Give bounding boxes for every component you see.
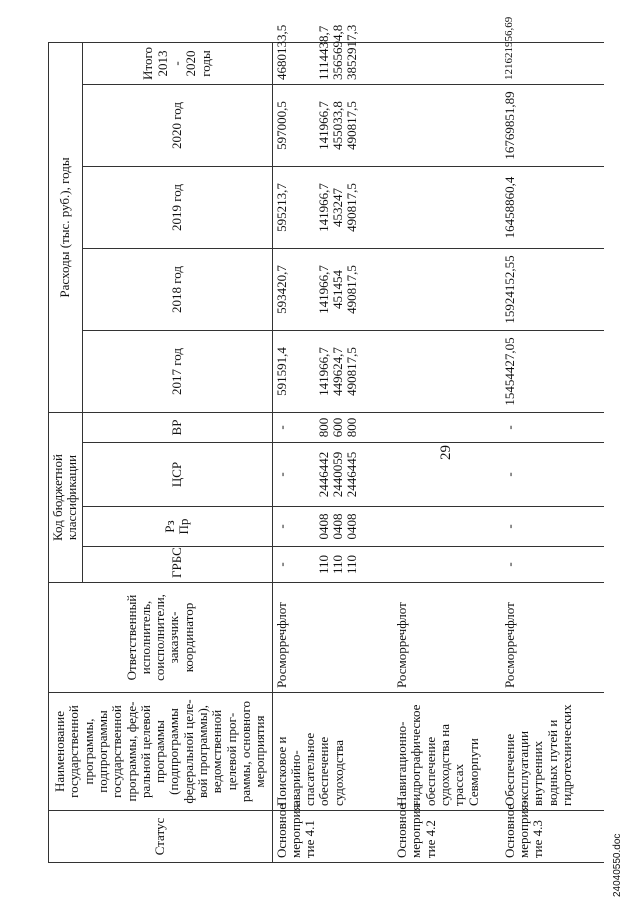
row-responsible: Росморречфлот xyxy=(393,583,501,693)
cell-2019: 16458860,4 xyxy=(501,167,604,249)
value: 141966,7 xyxy=(315,265,331,314)
cell-vr xyxy=(272,413,393,443)
value: 0408 xyxy=(329,513,345,540)
cell-2018: 15924152,55 xyxy=(501,249,604,331)
header-budget-classification: Код бюджетной классификации xyxy=(49,413,83,583)
value: - xyxy=(273,425,289,430)
value: 3565694,8 xyxy=(329,24,345,80)
cell-grbs xyxy=(272,547,393,583)
value: 2440059 xyxy=(329,451,345,498)
value: 2446445 xyxy=(343,451,359,498)
header-rzpr: Рз Пр xyxy=(82,507,272,547)
header-2017: 2017 год xyxy=(82,331,272,413)
value: 490817,5 xyxy=(343,265,359,314)
header-expenses: Расходы (тыс. руб.), годы xyxy=(49,42,83,412)
value: 490817,5 xyxy=(343,347,359,396)
cell-rzpr: - xyxy=(501,507,604,547)
cell-total xyxy=(272,24,393,84)
header-name: Наименование государственной программы, подпрограммы государственной программы, феде- ральной целевой программы (подпрограммы федеральной целе- вой программы), ведомственной целевой прог- раммы, основного мероприятия xyxy=(49,693,273,811)
header-grbs: ГРБС xyxy=(82,547,272,583)
value: 449624,7 xyxy=(329,347,345,396)
value: 0408 xyxy=(315,513,331,540)
value: 141966,7 xyxy=(315,183,331,232)
row-status: Основное мероприя- тие 4.3 xyxy=(501,811,604,863)
row-name: Навигационно- гидрографическое обеспечение судоходства на трассах Севморпути xyxy=(393,693,501,811)
value: 110 xyxy=(343,554,359,575)
header-status: Статус xyxy=(49,811,273,863)
value: 591591,4 xyxy=(273,347,289,396)
value: 141966,7 xyxy=(315,101,331,150)
value: 110 xyxy=(329,554,345,575)
row-responsible: Росморречфлот xyxy=(272,583,393,693)
value: 600 xyxy=(329,417,345,438)
table-row xyxy=(501,42,604,862)
value: 2446442 xyxy=(315,451,331,498)
header-2018: 2018 год xyxy=(82,249,272,331)
header-csr: ЦСР xyxy=(82,443,272,507)
cell-2019 xyxy=(272,167,393,249)
value: - xyxy=(273,524,289,529)
table-row xyxy=(272,42,393,862)
budget-table xyxy=(48,16,604,863)
value: 451454 xyxy=(329,270,345,309)
value: 595213,7 xyxy=(273,183,289,232)
value: 800 xyxy=(343,417,359,438)
cell-2017: 15454427,05 xyxy=(501,331,604,413)
header-2019: 2019 год xyxy=(82,167,272,249)
value: 455033,8 xyxy=(329,101,345,150)
cell-2020: 16769851,89 xyxy=(501,85,604,167)
cell-2017 xyxy=(272,331,393,413)
page-number: 29 xyxy=(438,445,454,460)
header-vr: ВР xyxy=(82,413,272,443)
row-status: Основное мероприя- тие 4.1 xyxy=(272,811,393,863)
value: 593420,7 xyxy=(273,265,289,314)
cell-total: 121621956,69 xyxy=(501,42,604,84)
value: 1114438,7 xyxy=(315,25,331,80)
cell-rzpr xyxy=(272,507,393,547)
header-responsible: Ответственный исполнитель, соисполнители, заказчик- координатор xyxy=(49,583,273,693)
row-name: Обеспечение эксплуатации внутренних водных путей и гидротехнических xyxy=(501,693,604,811)
value: 110 xyxy=(315,554,331,575)
value: 490817,5 xyxy=(343,101,359,150)
value: 453247 xyxy=(329,188,345,227)
row-responsible: Росморречфлот xyxy=(501,583,604,693)
value: 490817,5 xyxy=(343,183,359,232)
row-name: Поисковое и аварийно- спасательное обеспечение судоходства xyxy=(272,693,393,811)
footer-doc-code: 24040550.doc xyxy=(612,833,623,897)
value: - xyxy=(273,562,289,567)
value: - xyxy=(273,472,289,477)
value: 3852917,3 xyxy=(343,24,359,80)
cell-csr: - xyxy=(501,443,604,507)
cell-vr: - xyxy=(501,413,604,443)
header-2020: 2020 год xyxy=(82,85,272,167)
value: 597000,5 xyxy=(273,101,289,150)
table-row xyxy=(393,42,501,862)
header-total: Итого 2013 - 2020 годы xyxy=(82,42,272,84)
cell-2018 xyxy=(272,249,393,331)
value: 0408 xyxy=(343,513,359,540)
value: 800 xyxy=(315,417,331,438)
cell-csr xyxy=(272,443,393,507)
value: 141966,7 xyxy=(315,347,331,396)
cell-grbs: - xyxy=(501,547,604,583)
value: 4680133,5 xyxy=(273,24,289,80)
row-status: Основное мероприя- тие 4.2 xyxy=(393,811,501,863)
cell-2020 xyxy=(272,85,393,167)
